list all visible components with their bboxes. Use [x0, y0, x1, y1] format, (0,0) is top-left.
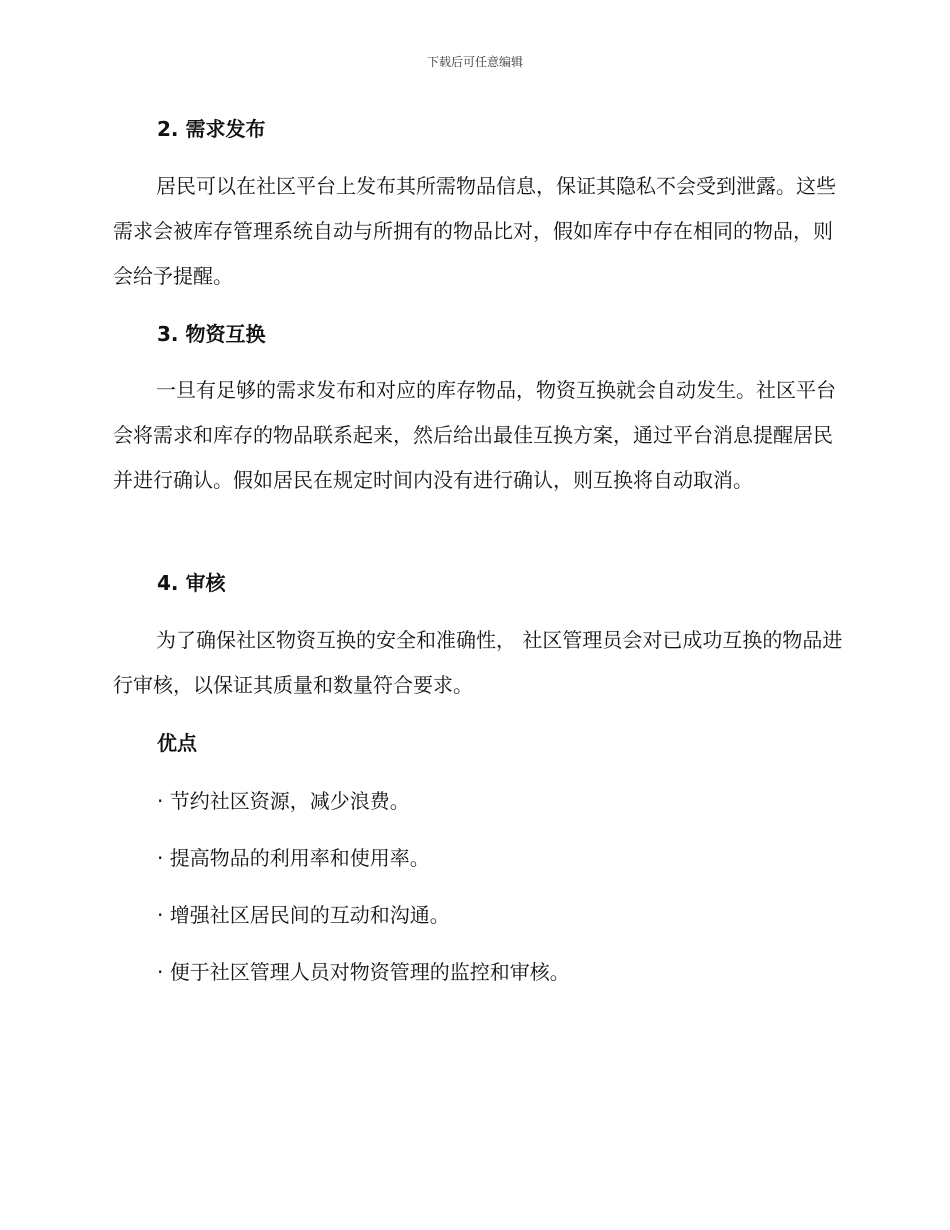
advantage-item: · 节约社区资源，减少浪费。 [157, 789, 410, 813]
advantage-item: · 增强社区居民间的互动和沟通。 [157, 903, 450, 927]
section-paragraph-review: 为了确保社区物资互换的安全和准确性， 社区管理员会对已成功互换的物品进行审核，以保证其质量和数量符合要求。 [113, 628, 843, 697]
page-header: 下载后可任意编辑 [426, 55, 523, 69]
section-heading-demand-publish: 2. 需求发布 [157, 117, 266, 141]
advantages-heading: 优点 [157, 731, 197, 755]
section-paragraph-demand-publish: 居民可以在社区平台上发布其所需物品信息，保证其隐私不会受到泄露。这些需求会被库存管理系统自动与所拥有的物品比对，假如库存中存在相同的物品，则会给予提醒。 [113, 174, 836, 288]
section-heading-review: 4. 审核 [157, 571, 226, 595]
advantage-item: · 提高物品的利用率和使用率。 [157, 846, 430, 870]
section-heading-goods-exchange: 3. 物资互换 [157, 322, 266, 346]
section-paragraph-goods-exchange: 一旦有足够的需求发布和对应的库存物品，物资互换就会自动发生。社区平台会将需求和库存的物品联系起来，然后给出最佳互换方案，通过平台消息提醒居民并进行确认。假如居民在规定时间内没有进行确认，则互换将自动取消。 [113, 378, 836, 492]
advantage-item: · 便于社区管理人员对物资管理的监控和审核。 [157, 960, 570, 984]
